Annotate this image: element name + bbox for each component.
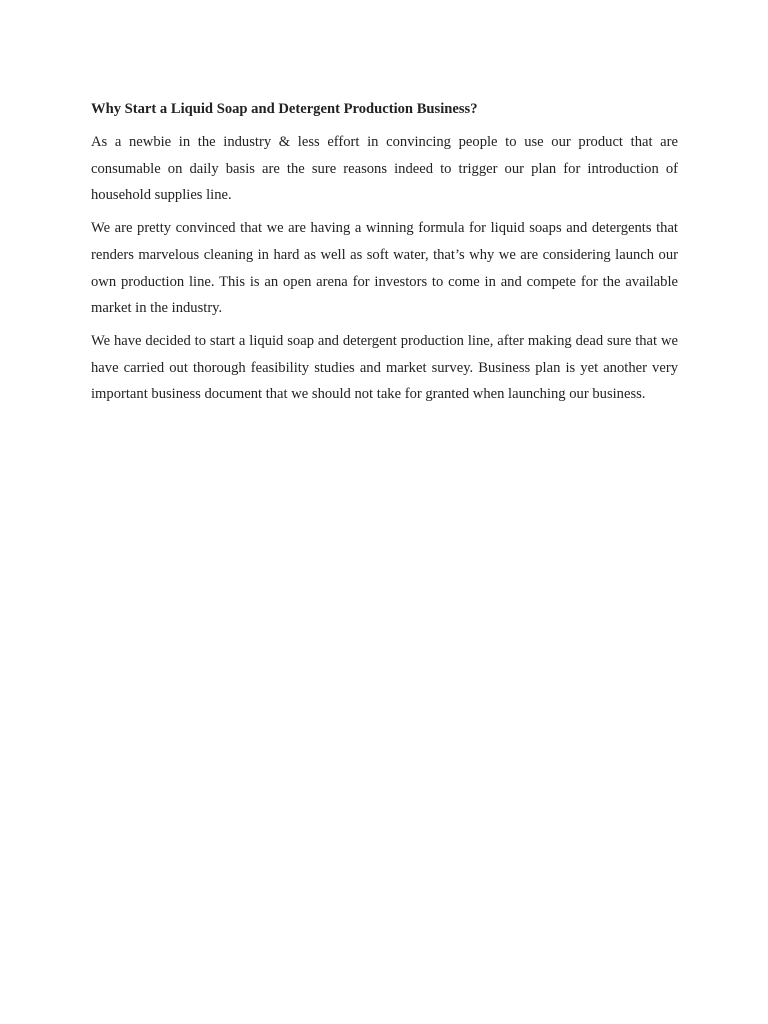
paragraph-2: We are pretty convinced that we are having a winning formula for liquid soaps and detergents that renders marvelous cleaning in hard as well as soft water, that’s why we are considering launch our own production line. This is an open arena for investors to come in and compete for the available market in the industry. bbox=[91, 220, 678, 317]
document-heading: Why Start a Liquid Soap and Detergent Production Business? bbox=[91, 101, 478, 117]
paragraph-1: As a newbie in the industry & less effort in convincing people to use our product that are consumable on daily basis are the sure reasons indeed to trigger our plan for introduction of household supplies line. bbox=[91, 134, 678, 204]
document-body bbox=[91, 99, 678, 414]
paragraph-3: We have decided to start a liquid soap and detergent production line, after making dead sure that we have carried out thorough feasibility studies and market survey. Business plan is yet another very important business document that we should not take for granted when launching our business. bbox=[91, 332, 678, 403]
